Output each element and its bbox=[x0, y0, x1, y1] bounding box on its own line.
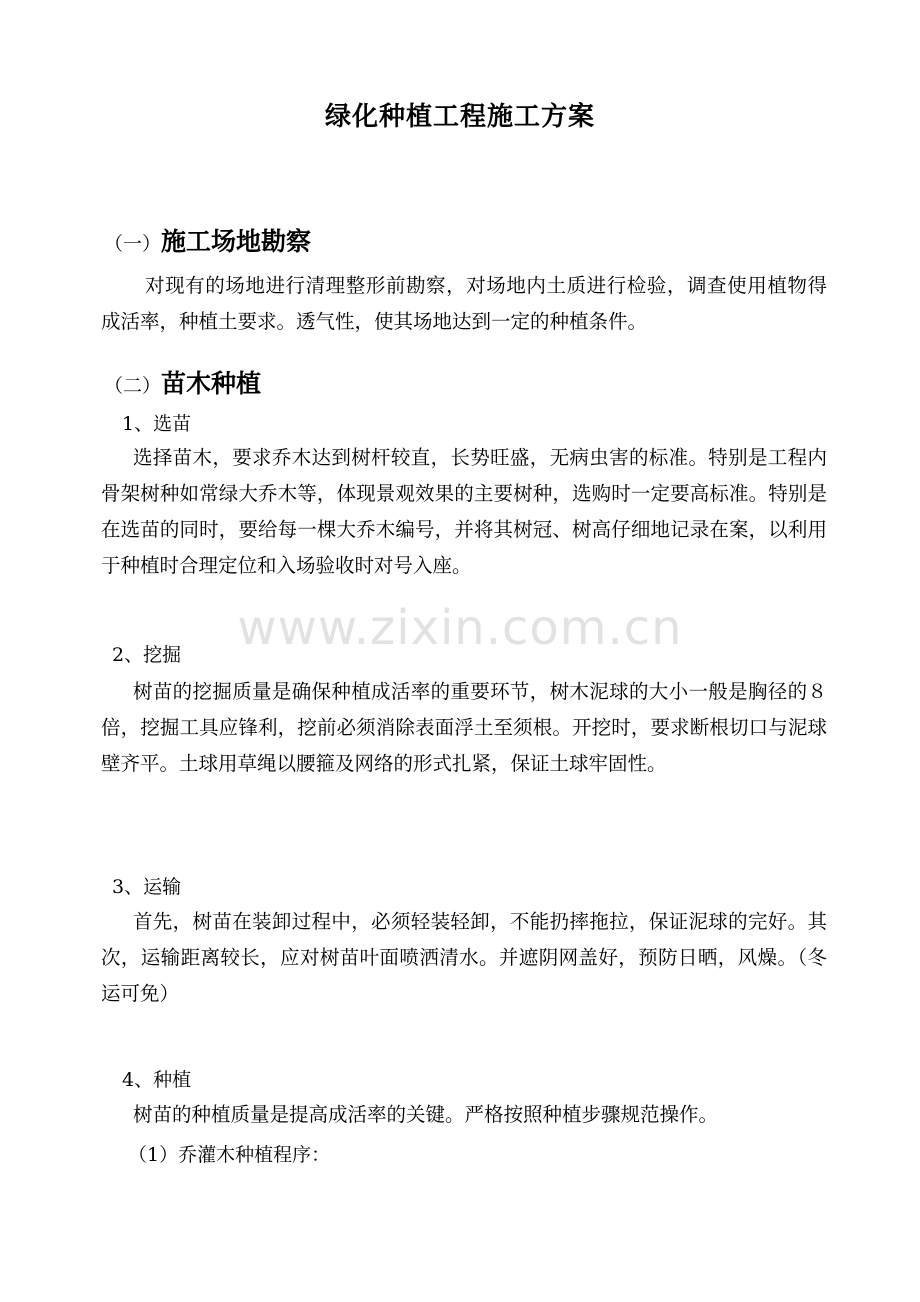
item-4-label: 4、种植 bbox=[122, 1069, 192, 1091]
section-2-title: 苗木种植 bbox=[161, 369, 262, 398]
item-3-body: 首先，树苗在装卸过程中，必须轻装轻卸，不能扔摔拖拉，保证泥球的完好。其次，运输距离较长，应对树苗叶面喷洒清水。并遮阴网盖好，预防日晒，风燥。（冬运可免） bbox=[101, 910, 827, 1005]
section-2-heading bbox=[104, 364, 261, 400]
item-1-label: 1、选苗 bbox=[122, 413, 192, 435]
section-1-title: 施工场地勘察 bbox=[161, 227, 312, 256]
section-1-heading bbox=[104, 222, 311, 258]
watermark: www.zixin.com.cn bbox=[237, 600, 683, 656]
item-2-body: 树苗的挖掘质量是确保种植成活率的重要环节，树木泥球的大小一般是胸径的８倍，挖掘工具应锋利，挖前必须消除表面浮土至须根。开挖时，要求断根切口与泥球壁齐平。土球用草绳以腰箍及网络的形式扎紧，保证土球牢固性。 bbox=[101, 680, 827, 775]
section-1-number: （一） bbox=[104, 233, 162, 255]
section-1-body: 对现有的场地进行清理整形前勘察，对场地内土质进行检验，调查使用植物得成活率，种植土要求。透气性，使其场地达到一定的种植条件。 bbox=[101, 274, 827, 333]
item-3-label: 3、运输 bbox=[112, 876, 182, 898]
item-2-label: 2、挖掘 bbox=[112, 644, 182, 666]
item-1-body: 选择苗木，要求乔木达到树杆较直，长势旺盛，无病虫害的标准。特别是工程内骨架树种如常绿大乔木等，体现景观效果的主要树种，选购时一定要高标准。特别是在选苗的同时，要给每一棵大乔木编号，并将其树冠、树高仔细地记录在案，以利用于种植时合理定位和入场验收时对号入座。 bbox=[101, 446, 827, 577]
document-title: 绿化种植工程施工方案 bbox=[324, 102, 595, 132]
item-4-body: 树苗的种植质量是提高成活率的关键。严格按照种植步骤规范操作。 bbox=[133, 1103, 719, 1126]
section-2-number: （二） bbox=[104, 375, 162, 397]
item-4-sub-label: （1）乔灌木种植程序： bbox=[128, 1144, 331, 1166]
